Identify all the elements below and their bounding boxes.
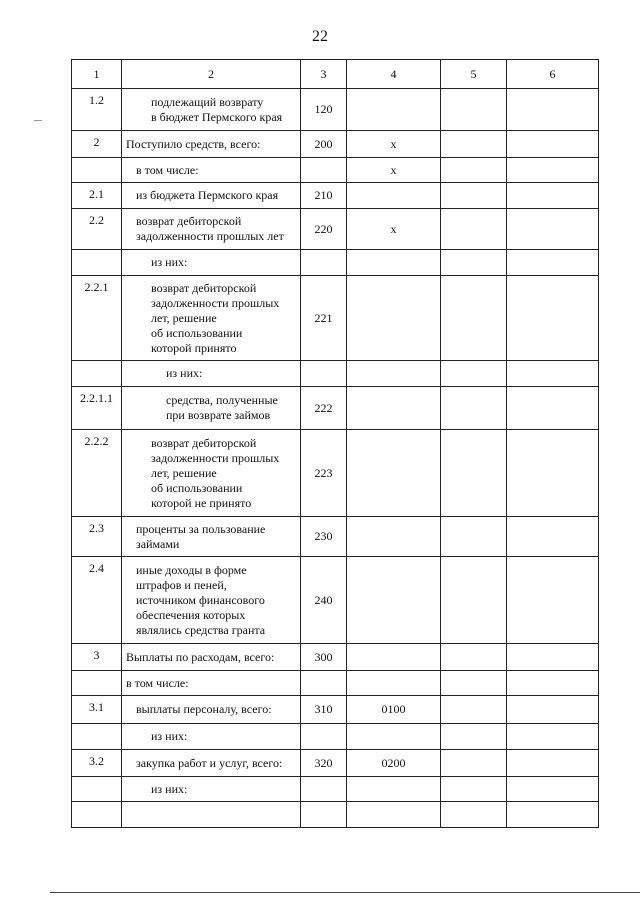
row-code-cell: 310 (301, 696, 347, 724)
indicator-name-cell (122, 387, 301, 430)
value-cell (441, 387, 507, 430)
row-number-cell: 2.1 (72, 183, 122, 209)
table-row (72, 361, 599, 387)
value-cell (507, 250, 599, 276)
header-cell: 3 (301, 60, 347, 89)
value-cell (441, 276, 507, 361)
row-number-cell: 2.4 (72, 557, 122, 644)
indicator-name-cell (122, 644, 301, 671)
table-row (72, 209, 599, 250)
row-number-cell: 2 (72, 131, 122, 158)
row-code-cell: 210 (301, 183, 347, 209)
row-number-cell (72, 802, 122, 828)
row-code-cell (301, 671, 347, 696)
table-row (72, 89, 599, 131)
indicator-name-line: которой не принято (151, 495, 252, 510)
header-cell: 4 (347, 60, 441, 89)
table-row (72, 696, 599, 724)
table-row (72, 430, 599, 517)
value-cell (507, 557, 599, 644)
indicator-name-cell (122, 276, 301, 361)
kosgu-code-cell (347, 89, 441, 131)
row-number-cell (72, 250, 122, 276)
table-row (72, 183, 599, 209)
table-row (72, 644, 599, 671)
value-cell (507, 430, 599, 517)
indicator-name-line: лет, решение (151, 310, 217, 325)
value-cell (507, 209, 599, 250)
indicator-name-cell (122, 430, 301, 517)
kosgu-code-cell (347, 517, 441, 557)
indicator-name-line: об использовании (151, 480, 243, 495)
value-cell (441, 802, 507, 828)
kosgu-code-cell: 0200 (347, 750, 441, 777)
row-number-cell (72, 777, 122, 802)
row-number-cell: 2.2 (72, 209, 122, 250)
kosgu-code-cell (347, 777, 441, 802)
row-code-cell: 300 (301, 644, 347, 671)
kosgu-code-cell (347, 671, 441, 696)
value-cell (441, 644, 507, 671)
indicator-name-cell (122, 777, 301, 802)
value-cell (507, 644, 599, 671)
row-code-cell: 230 (301, 517, 347, 557)
row-code-cell: 320 (301, 750, 347, 777)
indicator-name-line: в бюджет Пермского края (151, 109, 283, 124)
header-cell: 5 (441, 60, 507, 89)
indicator-name-line: являлись средства гранта (136, 622, 266, 637)
value-cell (441, 158, 507, 183)
indicator-name-line: обеспечения которых (136, 607, 246, 622)
indicator-name-line: подлежащий возврату (151, 94, 264, 109)
value-cell (507, 777, 599, 802)
indicator-name-line: из них: (151, 729, 188, 743)
row-code-cell (301, 158, 347, 183)
value-cell (507, 89, 599, 131)
kosgu-code-cell (347, 724, 441, 750)
row-number-cell: 3 (72, 644, 122, 671)
indicator-name-line: об использовании (151, 325, 243, 340)
kosgu-code-cell (347, 387, 441, 430)
indicator-name-line: задолженности прошлых (151, 295, 280, 310)
value-cell (441, 183, 507, 209)
indicator-name-cell (122, 671, 301, 696)
value-cell (441, 557, 507, 644)
row-number-cell: 3.1 (72, 696, 122, 724)
indicator-name-line: из бюджета Пермского края (136, 188, 279, 202)
indicator-name-cell (122, 557, 301, 644)
header-cell: 1 (72, 60, 122, 89)
indicator-name-line: возврат дебиторской (151, 435, 257, 450)
indicator-name-cell (122, 361, 301, 387)
indicator-name-line: Выплаты по расходам, всего: (126, 649, 275, 664)
value-cell (507, 750, 599, 777)
value-cell (507, 517, 599, 557)
kosgu-code-cell: 0100 (347, 696, 441, 724)
indicator-name-cell (122, 724, 301, 750)
row-number-cell: 1.2 (72, 89, 122, 131)
row-number-cell (72, 158, 122, 183)
indicator-name-line: проценты за пользование (136, 521, 266, 536)
kosgu-code-cell (347, 183, 441, 209)
row-number-cell: 2.2.2 (72, 430, 122, 517)
value-cell (441, 750, 507, 777)
table-row (72, 250, 599, 276)
indicator-name-cell (122, 250, 301, 276)
table-row (72, 131, 599, 158)
indicator-name-line: лет, решение (151, 465, 217, 480)
row-code-cell: 222 (301, 387, 347, 430)
value-cell (441, 89, 507, 131)
row-code-cell: 120 (301, 89, 347, 131)
value-cell (507, 671, 599, 696)
row-code-cell (301, 802, 347, 828)
value-cell (441, 517, 507, 557)
indicator-name-line: Поступило средств, всего: (126, 136, 261, 151)
table-row (72, 387, 599, 430)
indicator-name-line: которой принято (151, 340, 237, 355)
indicator-name-cell (122, 89, 301, 131)
kosgu-code-cell (347, 276, 441, 361)
report-table (71, 59, 599, 828)
value-cell (441, 430, 507, 517)
row-number-cell (72, 671, 122, 696)
indicator-name-cell (122, 131, 301, 158)
value-cell (441, 131, 507, 158)
row-code-cell: 223 (301, 430, 347, 517)
kosgu-code-cell (347, 802, 441, 828)
kosgu-code-cell: х (347, 158, 441, 183)
indicator-name-cell (122, 802, 301, 828)
value-cell (507, 696, 599, 724)
value-cell (507, 802, 599, 828)
table-row (72, 802, 599, 828)
row-code-cell (301, 250, 347, 276)
row-code-cell (301, 361, 347, 387)
kosgu-code-cell (347, 361, 441, 387)
row-code-cell: 200 (301, 131, 347, 158)
kosgu-code-cell (347, 644, 441, 671)
indicator-name-line: штрафов и пеней, (136, 577, 227, 592)
indicator-name-line: возврат дебиторской (136, 214, 242, 228)
value-cell (507, 158, 599, 183)
kosgu-code-cell: х (347, 131, 441, 158)
value-cell (441, 777, 507, 802)
table-row (72, 276, 599, 361)
indicator-name-line: иные доходы в форме (136, 562, 247, 577)
margin-mark (34, 120, 42, 121)
header-cell: 2 (122, 60, 301, 89)
kosgu-code-cell: х (347, 209, 441, 250)
header-cell: 6 (507, 60, 599, 89)
value-cell (507, 183, 599, 209)
row-code-cell (301, 724, 347, 750)
indicator-name-line: из них: (151, 255, 188, 269)
value-cell (507, 724, 599, 750)
indicator-name-line: при возврате займов (166, 408, 271, 422)
row-code-cell (301, 777, 347, 802)
row-number-cell: 2.3 (72, 517, 122, 557)
indicator-name-cell (122, 183, 301, 209)
indicator-name-line: возврат дебиторской (151, 280, 257, 295)
kosgu-code-cell (347, 250, 441, 276)
row-code-cell: 220 (301, 209, 347, 250)
indicator-name-line: займами (136, 536, 180, 551)
kosgu-code-cell (347, 557, 441, 644)
indicator-name-cell (122, 696, 301, 724)
table-row (72, 517, 599, 557)
table-row (72, 777, 599, 802)
value-cell (441, 671, 507, 696)
table-header-row (72, 60, 599, 89)
row-number-cell (72, 361, 122, 387)
indicator-name-line: в том числе: (136, 162, 199, 177)
table-row (72, 557, 599, 644)
value-cell (441, 724, 507, 750)
row-number-cell: 2.2.1.1 (72, 387, 122, 430)
page-number: 22 (312, 28, 328, 45)
indicator-name-line: выплаты персоналу, всего: (136, 702, 272, 716)
table-row (72, 671, 599, 696)
indicator-name-cell (122, 158, 301, 183)
row-code-cell: 240 (301, 557, 347, 644)
value-cell (441, 209, 507, 250)
row-number-cell: 2.2.1 (72, 276, 122, 361)
indicator-name-cell (122, 517, 301, 557)
indicator-name-line: из них: (166, 366, 203, 380)
indicator-name-line: средства, полученные (166, 393, 278, 407)
indicator-name-line: из них: (151, 781, 188, 796)
value-cell (507, 131, 599, 158)
value-cell (507, 387, 599, 430)
row-code-cell: 221 (301, 276, 347, 361)
indicator-name-cell (122, 209, 301, 250)
indicator-name-line: в том числе: (126, 675, 189, 690)
value-cell (441, 361, 507, 387)
value-cell (507, 276, 599, 361)
kosgu-code-cell (347, 430, 441, 517)
page-bottom-rule (50, 892, 640, 893)
indicator-name-line: задолженности прошлых (151, 450, 280, 465)
indicator-name-line: источником финансового (136, 592, 265, 607)
indicator-name-cell (122, 750, 301, 777)
value-cell (507, 361, 599, 387)
table-row (72, 750, 599, 777)
indicator-name-line: задолженности прошлых лет (136, 229, 284, 243)
row-number-cell: 3.2 (72, 750, 122, 777)
table-row (72, 724, 599, 750)
value-cell (441, 696, 507, 724)
row-number-cell (72, 724, 122, 750)
value-cell (441, 250, 507, 276)
indicator-name-line: закупка работ и услуг, всего: (136, 755, 283, 770)
table-row (72, 158, 599, 183)
